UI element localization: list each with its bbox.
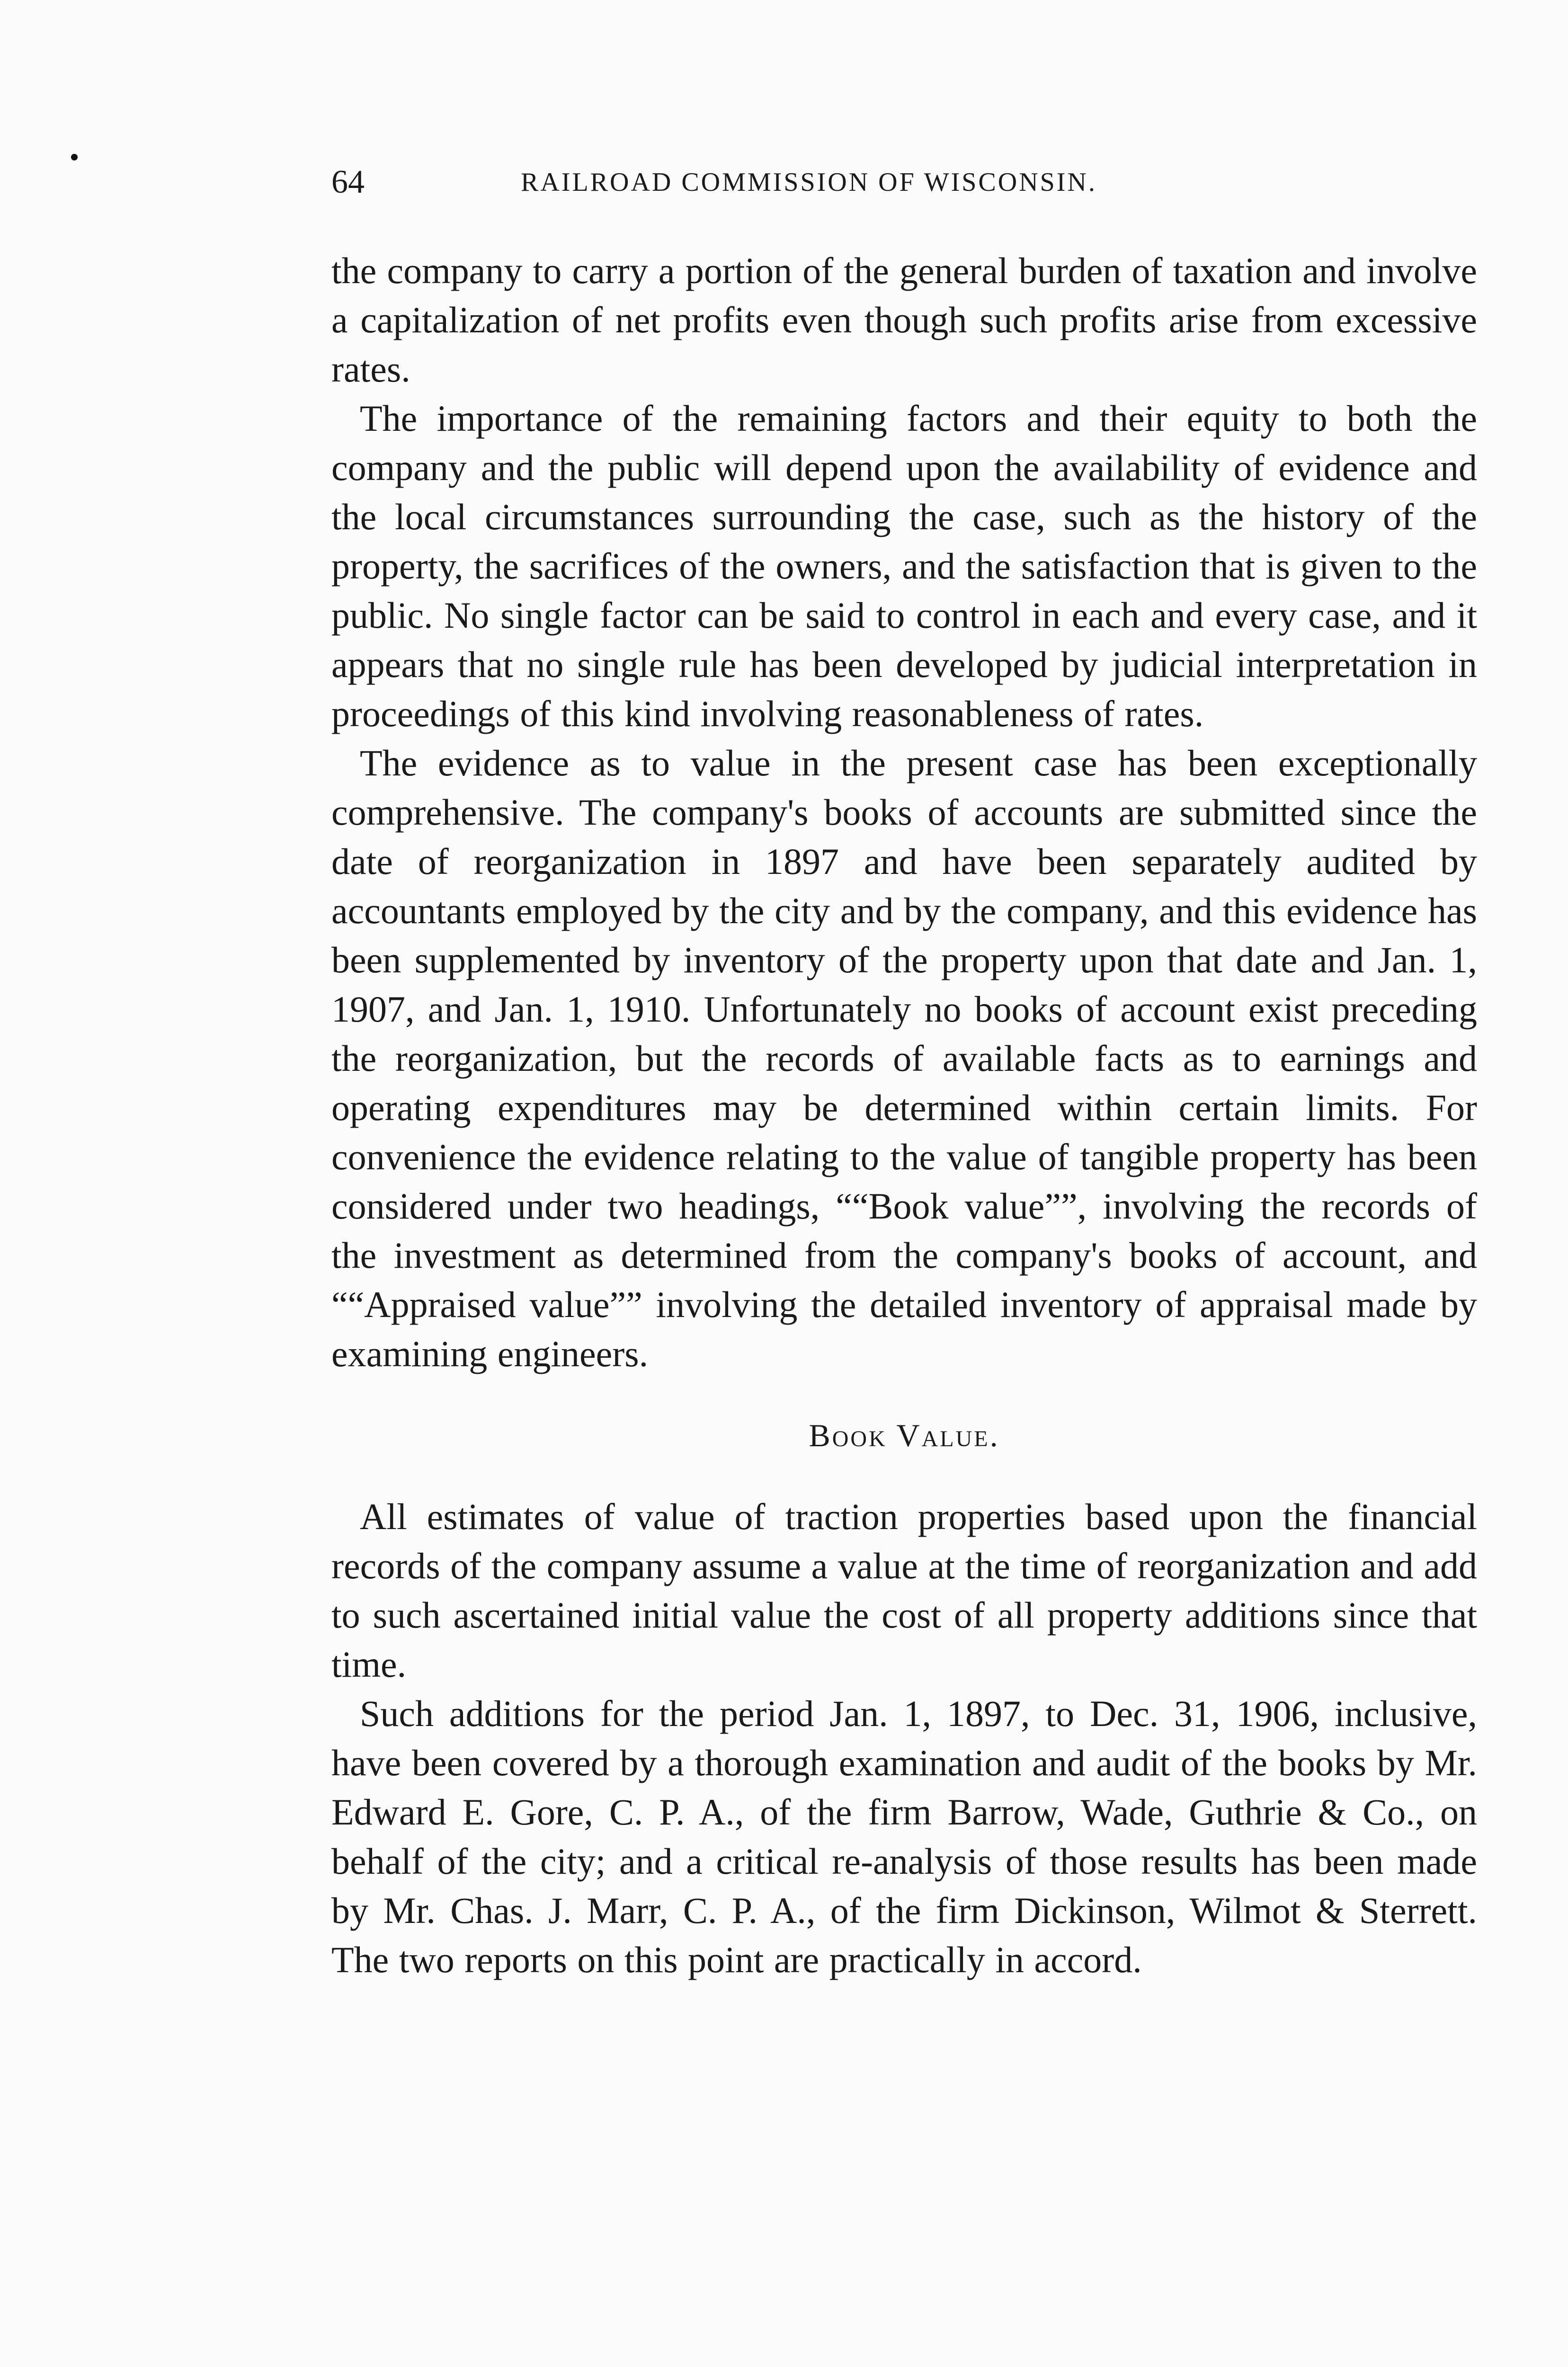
paragraph-estimates: All estimates of value of traction properties based upon the financial records of the company assume a value at the time of reorganization and add to such ascertained initial value the cost of all property additions since that time. xyxy=(331,1496,1477,1685)
paragraph-factors: The importance of the remaining factors and their equity to both the company and the public will depend upon the availability of evidence and the local circumstances surrounding the case, such as the history of the property, the sacrifices of the owners, and the satisfaction that is given to the public. No single factor can be said to control in each and every case, and it appears that no single rule has been developed by judicial interpretation in proceedings of this kind involving reasonableness of rates. xyxy=(331,398,1477,734)
body-text xyxy=(331,246,1477,1984)
paragraph-additions: Such additions for the period Jan. 1, 1897, to Dec. 31, 1906, inclusive, have been covered by a thorough examination and audit of the books by Mr. Edward E. Gore, C. P. A., of the firm Barrow, Wade, Guthrie & Co., on behalf of the city; and a critical re-analysis of those results has been made by Mr. Chas. J. Marr, C. P. A., of the firm Dickinson, Wilmot & Sterrett. The two reports on this point are practically in accord. xyxy=(331,1693,1477,1980)
paragraph-evidence: The evidence as to value in the present case has been exceptionally comprehensive. The company's books of accounts are submitted since the date of reorganization in 1897 and have been separately audited by accountants employed by the city and by the company, and this evidence has been supplemented by inventory of the property upon that date and Jan. 1, 1907, and Jan. 1, 1910. Unfortunately no books of account exist preceding the reorganization, but the records of available facts as to earnings and operating expenditures may be determined within certain limits. For convenience the evidence relating to the value of tangible property has been considered under two headings, ““Book value””, involving the records of the investment as determined from the company's books of account, and ““Appraised value”” involving the detailed inventory of appraisal made by examining engineers. xyxy=(331,742,1477,1374)
running-head: RAILROAD COMMISSION OF WISCONSIN. xyxy=(521,168,1097,197)
section-heading-book-value: Book Value. xyxy=(809,1417,1000,1453)
section-book-value xyxy=(331,1492,1477,1984)
margin-speck xyxy=(71,154,78,160)
page-number: 64 xyxy=(331,164,365,200)
page-header xyxy=(331,156,1477,208)
paragraph-continuation: the company to carry a portion of the general burden of taxation and involve a capitalization of net profits even though such profits arise from excessive rates. xyxy=(331,250,1477,390)
